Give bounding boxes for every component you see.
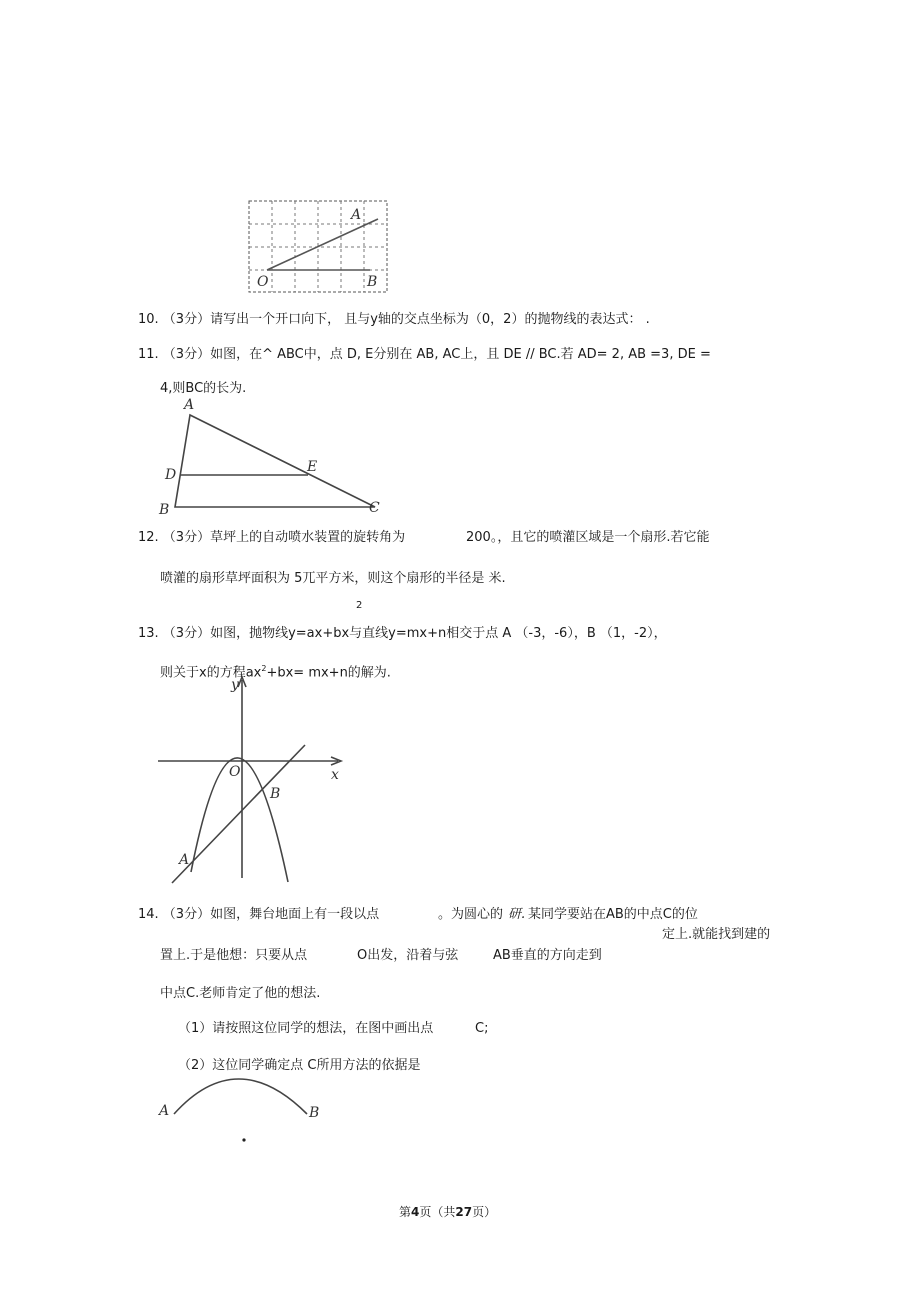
question-14-line-2c: AB垂直的方向走到 (493, 948, 602, 963)
arc-label-b: B (309, 1105, 320, 1121)
triangle-label-b: B (159, 502, 170, 518)
question-12-line-1b: 200。，且它的喷灌区域是一个扇形.若它能 (466, 530, 710, 545)
parabola-label-a: A (179, 852, 190, 868)
triangle-label-c: C (369, 500, 380, 516)
grid-label-o: O (257, 274, 269, 290)
question-12-line-1a: 12. （3分）草坪上的自动喷水装置的旋转角为 (138, 530, 406, 545)
grid-figure (245, 197, 393, 297)
question-13-line-2a: 则关于x的方程ax (160, 665, 262, 681)
question-11-line-2: 4,则BC的长为. (160, 381, 247, 396)
footer-total-pages: 27 (455, 1205, 473, 1219)
question-14-line-1b: 。为圆心的 (438, 907, 504, 922)
footer-mid: 页（共 (419, 1205, 456, 1219)
question-12-superscript: 2 (356, 600, 363, 611)
question-11-line-1: 11. （3分）如图，在^ ABC中，点 D, E分别在 AB, AC上，且 DE // BC.若 AD= 2, AB =3, DE = (138, 347, 711, 362)
footer-post: 页） (472, 1205, 497, 1219)
question-13-exponent: 2 (261, 664, 267, 673)
question-14-line-3: 中点C.老师肯定了他的想法. (160, 986, 321, 1001)
arc-figure (155, 1070, 335, 1150)
triangle-figure (155, 395, 395, 520)
question-14-part-1b: C; (475, 1021, 489, 1036)
question-14-line-1e: 定上.就能找到建的 (662, 927, 771, 942)
parabola-figure (155, 672, 355, 892)
grid-label-a: A (351, 207, 362, 223)
question-14-line-1c: 研. (508, 907, 526, 922)
question-14-part-2: （2）这位同学确定点 C所用方法的依据是 (178, 1058, 421, 1073)
arc-ab (174, 1079, 307, 1114)
triangle-label-d: D (165, 467, 177, 483)
question-14-part-1a: （1）请按照这位同学的想法，在图中画出点 (178, 1021, 434, 1036)
question-13-line-2b: +bx= mx+n的解为. (266, 665, 391, 681)
triangle-label-e: E (307, 459, 318, 475)
triangle-label-a: A (184, 397, 195, 413)
grid-label-b: B (367, 274, 378, 290)
page-footer (399, 1204, 496, 1220)
footer-page-number: 4 (411, 1205, 420, 1219)
center-point-o (242, 1138, 245, 1141)
footer-pre: 第 (399, 1205, 412, 1219)
question-13-line-1: 13. （3分）如图，抛物线y=ax+bx与直线y=mx+n相交于点 A （-3，-6），B （1，-2）， (138, 626, 667, 641)
parabola-label-b: B (270, 786, 281, 802)
question-14-line-2a: 置上.于是他想：只要从点 (160, 948, 308, 963)
question-12-line-2: 喷灌的扇形草坪面积为 5兀平方米，则这个扇形的半径是 米. (160, 571, 506, 586)
parabola-label-y: y (231, 677, 239, 693)
parabola-label-o: O (229, 764, 241, 780)
segment-oa (267, 219, 378, 270)
question-14-line-1a: 14. （3分）如图，舞台地面上有一段以点 (138, 907, 380, 922)
parabola-label-x: x (331, 767, 339, 783)
arc-label-a: A (159, 1103, 170, 1119)
question-14-line-1d: 某同学要站在AB的中点C的位 (528, 907, 698, 922)
question-14-line-2b: O出发，沿着与弦 (357, 948, 459, 963)
triangle-abc (175, 415, 375, 507)
question-10: 10. （3分）请写出一个开口向下， 且与y轴的交点坐标为（0，2）的抛物线的表达式： . (138, 312, 650, 327)
